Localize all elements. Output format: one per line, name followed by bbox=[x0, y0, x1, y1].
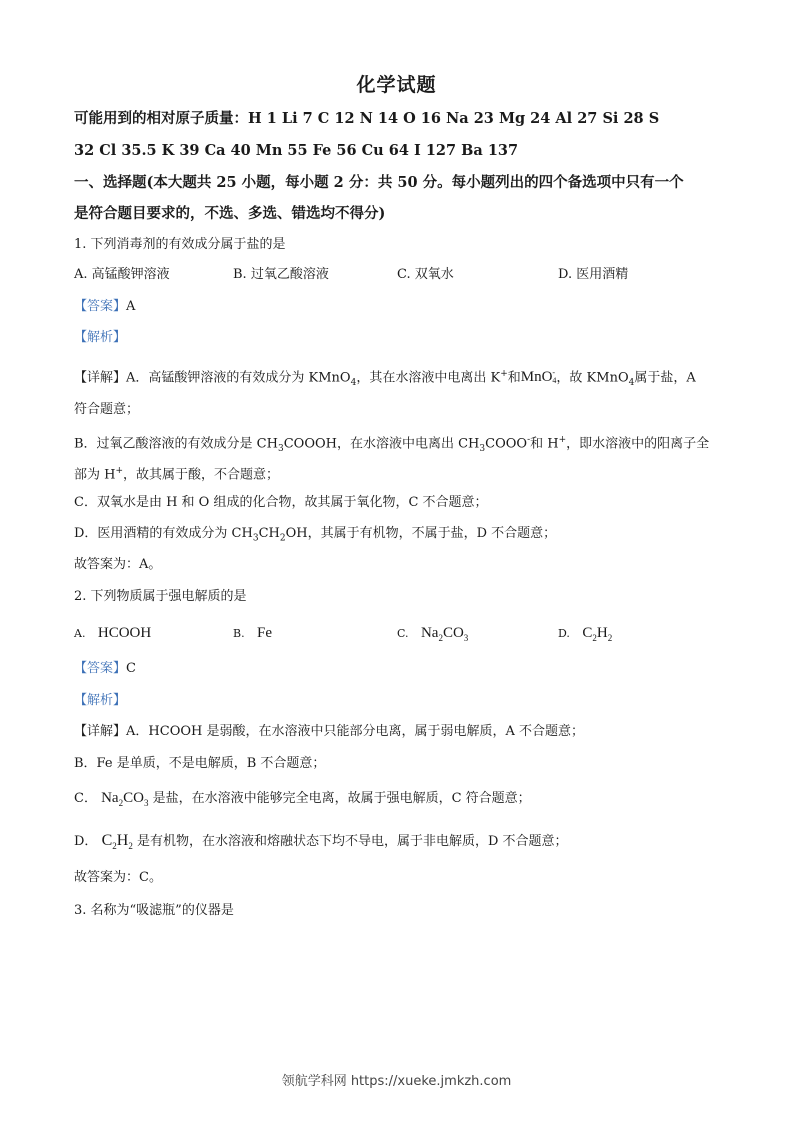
detail-text: C． bbox=[74, 791, 97, 806]
q2-detail-c bbox=[74, 789, 531, 812]
q2-option-d bbox=[558, 624, 612, 647]
q2-option-b bbox=[233, 624, 272, 643]
q2-answer bbox=[74, 660, 136, 678]
section-heading-line-2: 是符合题目要求的，不选、多选、错选均不得分) bbox=[74, 205, 386, 222]
q2-detail-b: B．Fe 是单质，不是电解质，B 不合题意； bbox=[74, 756, 326, 771]
q1-answer bbox=[74, 298, 135, 316]
formula-text: MnO bbox=[520, 369, 553, 386]
sodium-carbonate-formula: $Na_2CO_3$ bbox=[101, 790, 149, 808]
detail-text: 和 H bbox=[530, 436, 559, 452]
detail-text: 部为 H bbox=[74, 467, 116, 483]
q2-detail-a bbox=[74, 723, 584, 741]
detail-label: 【详解】 bbox=[74, 724, 127, 739]
detail-text: D．医用酒精的有效成分为 CH bbox=[74, 526, 253, 541]
page-footer: 领航学科网 https://xueke.jmkzh.com bbox=[281, 1074, 512, 1089]
detail-text: ，故其属于酸，不合题意； bbox=[123, 467, 280, 483]
detail-text: COOO bbox=[485, 436, 528, 452]
permanganate-formula: MnO - 4 bbox=[520, 368, 557, 386]
detail-text: ，即水溶液中的阳离子全 bbox=[566, 436, 710, 452]
section-heading-line-1: 一、选择题(本大题共 25 小题，每小题 2 分：共 50 分。每小题列出的四个备选项中只有一个 bbox=[74, 174, 684, 191]
sodium-carbonate-formula: $Na_2CO_3$ bbox=[420, 625, 469, 643]
q1-analysis-label: 【解析】 bbox=[74, 330, 127, 345]
answer-value: C bbox=[126, 661, 136, 676]
q1-option-d: D. 医用酒精 bbox=[558, 267, 629, 282]
detail-text: 属于盐，A bbox=[634, 370, 696, 386]
detail-text: ，故 KMnO bbox=[556, 370, 629, 386]
detail-text: OH，其属于有机物，不属于盐，D 不合题意； bbox=[285, 526, 557, 541]
q2-analysis-label: 【解析】 bbox=[74, 693, 127, 708]
q1-option-a: A. 高锰酸钾溶液 bbox=[74, 267, 170, 282]
q2-conclusion: 故答案为：C。 bbox=[74, 870, 162, 885]
acetylene-formula: $C_2H_2$ bbox=[582, 625, 613, 643]
option-letter: D. bbox=[558, 627, 570, 640]
detail-text: 是有机物，在水溶液和熔融状态下均不导电，属于非电解质，D 不合题意； bbox=[136, 834, 568, 849]
q1-detail-b-line-2: 部为 H+，故其属于酸，不合题意； bbox=[74, 466, 280, 483]
q2-option-a bbox=[74, 624, 151, 643]
detail-label: 【详解】 bbox=[74, 370, 127, 386]
q1-conclusion: 故答案为：A。 bbox=[74, 557, 162, 572]
q3-stem: 3. 名称为“吸滤瓶”的仪器是 bbox=[74, 903, 234, 918]
option-letter: C. bbox=[397, 627, 409, 640]
detail-text: CH bbox=[258, 526, 280, 541]
option-formula: HCOOH bbox=[97, 625, 152, 641]
q2-stem: 2. 下列物质属于强电解质的是 bbox=[74, 589, 247, 604]
detail-text: D． bbox=[74, 834, 98, 849]
option-letter: A. bbox=[74, 627, 86, 640]
answer-label: 【答案】 bbox=[74, 299, 127, 314]
q1-detail-a-line-2: 符合题意； bbox=[74, 402, 140, 417]
answer-value: A bbox=[126, 299, 136, 314]
q1-detail-a: 【详解】A．高锰酸钾溶液的有效成分为 KMnO$_4$，其在水溶液中电离出 K+和MnO - 4 ，故 KMnO$_4$属于盐，A bbox=[74, 368, 696, 388]
q1-detail-c: C．双氧水是由 H 和 O 组成的化合物，故其属于氧化物，C 不合题意； bbox=[74, 495, 488, 510]
detail-text: 和 bbox=[507, 370, 521, 386]
answer-label: 【答案】 bbox=[74, 661, 127, 676]
detail-text: A．高锰酸钾溶液的有效成分为 KMnO bbox=[126, 370, 351, 386]
detail-text: A．HCOOH 是弱酸，在水溶液中只能部分电离，属于弱电解质，A 不合题意； bbox=[126, 724, 584, 739]
q2-option-c bbox=[397, 624, 468, 647]
page-title: 化学试题 bbox=[356, 74, 437, 96]
atomic-masses-line-1: 可能用到的相对原子质量：H 1 Li 7 C 12 N 14 O 16 Na 23 Mg 24 Al 27 Si 28 S bbox=[74, 110, 660, 127]
q1-stem: 1. 下列消毒剂的有效成分属于盐的是 bbox=[74, 237, 286, 252]
option-letter: B. bbox=[233, 627, 245, 640]
detail-text: COOOH，在水溶液中电离出 CH bbox=[283, 436, 480, 452]
q1-option-b: B. 过氧乙酸溶液 bbox=[233, 267, 329, 282]
q1-option-c: C. 双氧水 bbox=[397, 267, 454, 282]
atomic-masses-line-2: 32 Cl 35.5 K 39 Ca 40 Mn 55 Fe 56 Cu 64 I 127 Ba 137 bbox=[74, 142, 519, 159]
q1-detail-b: B．过氧乙酸溶液的有效成分是 $CH_3COOOH$，在水溶液中电离出 $CH_3COOO^-$和 H+，即水溶液中的阳离子全 bbox=[74, 435, 710, 454]
option-formula: Fe bbox=[257, 625, 272, 641]
detail-text: ，其在水溶液中电离出 K bbox=[356, 370, 501, 386]
acetylene-formula: $C_2H_2$ bbox=[101, 832, 133, 852]
q2-detail-d bbox=[74, 832, 568, 855]
detail-text: 是盐，在水溶液中能够完全电离，故属于强电解质，C 符合题意； bbox=[152, 791, 531, 806]
detail-text: B．过氧乙酸溶液的有效成分是 CH bbox=[74, 436, 278, 452]
q1-detail-d: D．医用酒精的有效成分为 $CH_3CH_2OH$，其属于有机物，不属于盐，D 不合题意； bbox=[74, 526, 557, 544]
